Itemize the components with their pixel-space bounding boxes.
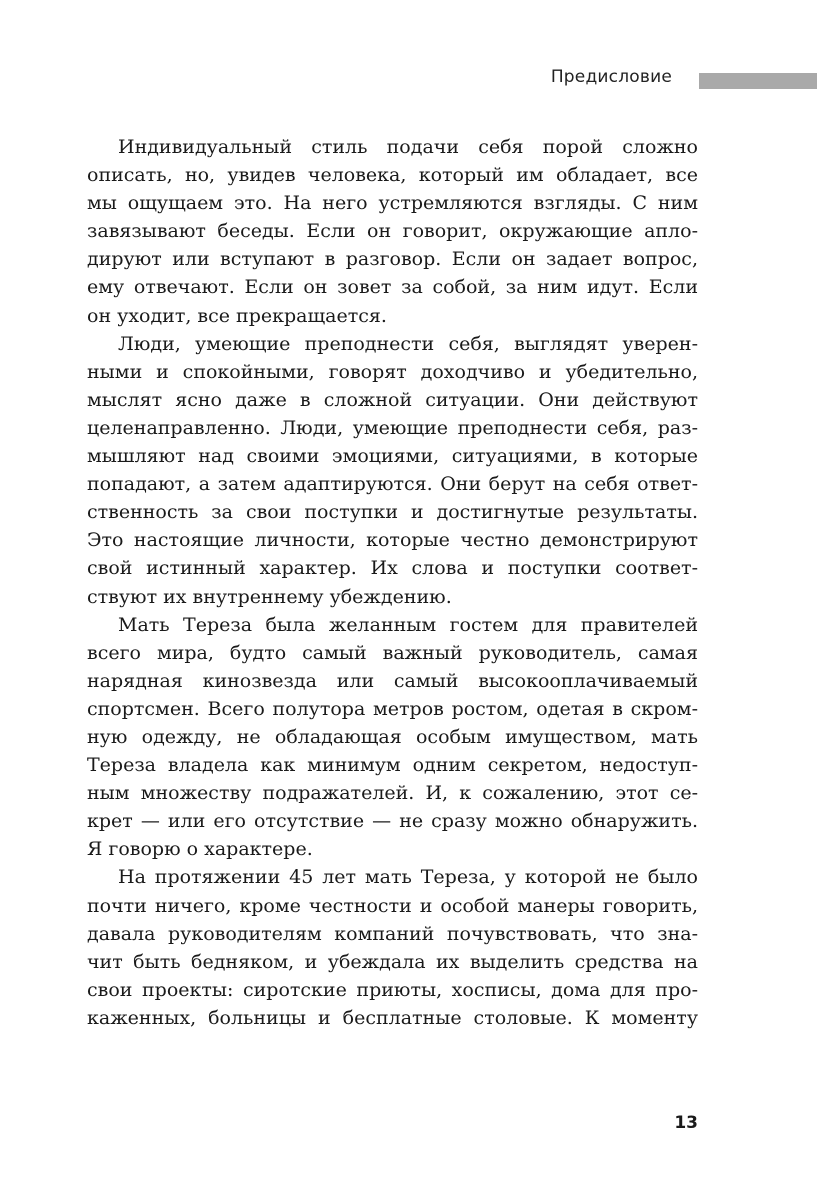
text-line: давала руководителям компаний почувствовать, что зна- — [87, 922, 698, 945]
text-line: Тереза владела как минимум одним секретом, недоступ- — [87, 754, 698, 777]
text-line: завязывают беседы. Если он говорит, окружающие апло- — [87, 220, 698, 243]
text-line: крет — или его отсутствие — не сразу можно обнаружить. — [87, 810, 698, 833]
text-line: мы ощущаем это. На него устремляются взгляды. С ним — [87, 192, 698, 215]
body-text — [87, 133, 698, 1032]
page-number: 13 — [674, 1113, 698, 1133]
running-head: Предисловие — [550, 67, 672, 87]
text-line: попадают, а затем адаптируются. Они берут на себя ответ- — [87, 473, 698, 496]
text-line: мышляют над своими эмоциями, ситуациями, в которые — [87, 445, 698, 468]
header-bar — [699, 73, 817, 89]
text-line: Мать Тереза была желанным гостем для правителей — [118, 613, 698, 636]
text-line: свой истинный характер. Их слова и поступки соответ- — [87, 557, 698, 580]
text-line: Это настоящие личности, которые честно демонстрируют — [87, 529, 698, 552]
text-line: Индивидуальный стиль подачи себя порой сложно — [118, 136, 698, 158]
text-line: ными и спокойными, говорят доходчиво и убедительно, — [87, 360, 698, 383]
text-line: Люди, умеющие преподнести себя, выглядят уверен- — [118, 332, 698, 355]
text-line: спортсмен. Всего полутора метров ростом, одетая в скром- — [87, 697, 698, 720]
text-line: ственность за свои поступки и достигнутые результаты. — [87, 501, 698, 524]
text-line: дируют или вступают в разговор. Если он задает вопрос, — [87, 248, 698, 271]
text-line: чит быть бедняком, и убеждала их выделить средства на — [87, 950, 698, 973]
text-line: Я говорю о характере. — [87, 838, 313, 861]
text-line: почти ничего, кроме честности и особой манеры говорить, — [87, 894, 698, 917]
text-line: описать, но, увидев человека, который им обладает, все — [87, 164, 698, 187]
text-line: ствуют их внутреннему убеждению. — [87, 585, 452, 608]
text-line: ему отвечают. Если он зовет за собой, за ним идут. Если — [87, 276, 698, 299]
text-line: ную одежду, не обладающая особым имуществом, мать — [87, 725, 698, 748]
text-line: ным множеству подражателей. И, к сожалению, этот се- — [87, 782, 698, 805]
text-line: На протяжении 45 лет мать Тереза, у которой не было — [118, 866, 698, 889]
text-line: каженных, больницы и бесплатные столовые. К моменту — [87, 1006, 698, 1029]
text-line: мыслят ясно даже в сложной ситуации. Они действуют — [87, 388, 698, 411]
text-line: он уходит, все прекращается. — [87, 304, 387, 327]
text-line: целенаправленно. Люди, умеющие преподнести себя, раз- — [87, 416, 698, 439]
text-line: свои проекты: сиротские приюты, хосписы, дома для про- — [87, 978, 698, 1001]
text-line: всего мира, будто самый важный руководитель, самая — [87, 641, 698, 664]
text-line: нарядная кинозвезда или самый высокооплачиваемый — [87, 669, 698, 692]
